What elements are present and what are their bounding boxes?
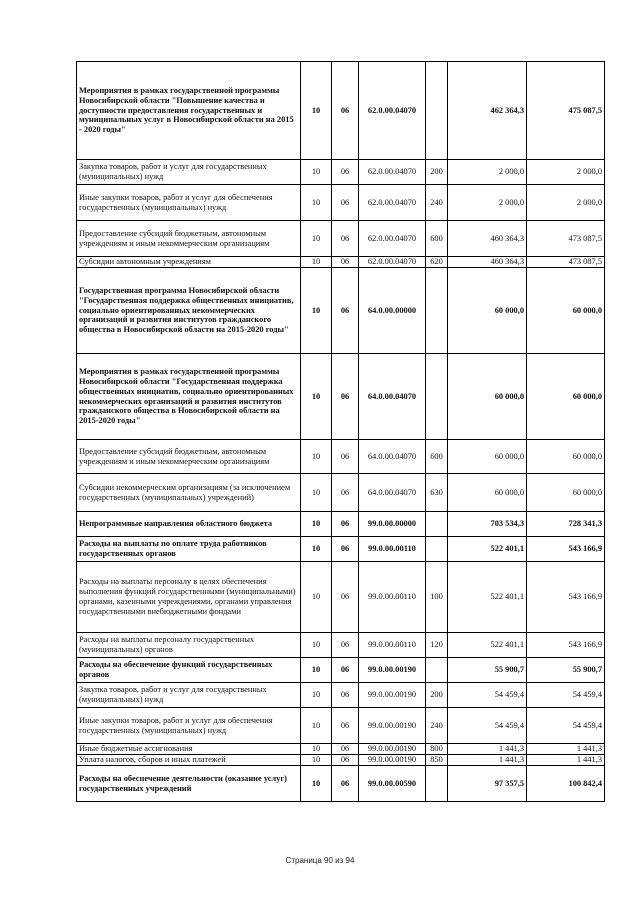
expense-name-cell: Государственная программа Новосибирской области "Государственная поддержка общественных инициатив, социально ориентированных некоммерческих организаций и развития институтов гражданского общества в Новосибирской области на 2015-2020 годы" [77,268,301,354]
expense-type-cell: 630 [426,474,448,512]
subsection-code-cell: 06 [332,633,359,658]
expense-type-cell: 620 [426,257,448,268]
table-row [77,766,605,802]
table-row [77,474,605,512]
sum-2020-cell: 475 087,5 [527,62,605,160]
expense-type-cell [426,268,448,354]
expense-type-cell: 800 [426,744,448,755]
subsection-code-cell: 06 [332,474,359,512]
target-article-cell: 99.0.00.00110 [359,562,426,633]
target-article-cell: 62.0.00.04070 [359,221,426,257]
expense-name-cell: Расходы на выплаты персоналу государственных (муниципальных) органов [77,633,301,658]
sum-2020-cell: 543 166,9 [527,562,605,633]
target-article-cell: 64.0.00.04070 [359,474,426,512]
subsection-code-cell: 06 [332,354,359,440]
subsection-code-cell: 06 [332,257,359,268]
subsection-code-cell: 06 [332,658,359,683]
subsection-code-cell: 06 [332,512,359,537]
expense-name-cell: Иные закупки товаров, работ и услуг для обеспечения государственных (муниципальных) нужд [77,185,301,221]
expense-name-cell: Предоставление субсидий бюджетным, автономным учреждениям и иным некоммерческим организациям [77,221,301,257]
sum-2019-cell: 60 000,0 [448,474,527,512]
section-code-cell: 10 [301,744,332,755]
table-row [77,755,605,766]
expense-type-cell: 240 [426,185,448,221]
expense-name-cell: Непрограммные направления областного бюджета [77,512,301,537]
section-code-cell: 10 [301,658,332,683]
expense-type-cell: 200 [426,160,448,185]
expense-name-cell: Расходы на выплаты по оплате труда работников государственных органов [77,537,301,562]
sum-2019-cell: 54 459,4 [448,683,527,708]
table-row [77,562,605,633]
subsection-code-cell: 06 [332,755,359,766]
section-code-cell: 10 [301,683,332,708]
subsection-code-cell: 06 [332,221,359,257]
section-code-cell: 10 [301,562,332,633]
sum-2020-cell: 60 000,0 [527,354,605,440]
section-code-cell: 10 [301,221,332,257]
expense-type-cell [426,512,448,537]
sum-2019-cell: 1 441,3 [448,755,527,766]
expense-name-cell: Мероприятия в рамках государственной программы Новосибирской области "Государственная поддержка общественных инициатив, социально ориентированных некоммерческих организаций и развития институтов гражданского общества в Новосибирской области на 2015-2020 годы" [77,354,301,440]
sum-2020-cell: 2 000,0 [527,160,605,185]
section-code-cell: 10 [301,268,332,354]
table-row [77,257,605,268]
sum-2020-cell: 473 087,5 [527,257,605,268]
sum-2020-cell: 1 441,3 [527,755,605,766]
expense-name-cell: Закупка товаров, работ и услуг для государственных (муниципальных) нужд [77,160,301,185]
table-row [77,440,605,474]
target-article-cell: 99.0.00.00110 [359,537,426,562]
section-code-cell: 10 [301,708,332,744]
sum-2019-cell: 97 357,5 [448,766,527,802]
sum-2019-cell: 703 534,3 [448,512,527,537]
target-article-cell: 99.0.00.00190 [359,708,426,744]
target-article-cell: 99.0.00.00110 [359,633,426,658]
section-code-cell: 10 [301,185,332,221]
section-code-cell: 10 [301,537,332,562]
section-code-cell: 10 [301,755,332,766]
target-article-cell: 99.0.00.00190 [359,755,426,766]
target-article-cell: 99.0.00.00190 [359,744,426,755]
sum-2020-cell: 60 000,0 [527,474,605,512]
subsection-code-cell: 06 [332,744,359,755]
expense-name-cell: Закупка товаров, работ и услуг для государственных (муниципальных) нужд [77,683,301,708]
sum-2019-cell: 2 000,0 [448,185,527,221]
table-row [77,62,605,160]
target-article-cell: 99.0.00.00190 [359,683,426,708]
expense-name-cell: Мероприятия в рамках государственной программы Новосибирской области "Повышение качества и доступности предоставления государственных и муниципальных услуг в Новосибирской области на 2015 - 2020 годы" [77,62,301,160]
expense-type-cell: 850 [426,755,448,766]
expense-type-cell: 200 [426,683,448,708]
expense-type-cell [426,354,448,440]
subsection-code-cell: 06 [332,160,359,185]
sum-2020-cell: 2 000,0 [527,185,605,221]
sum-2020-cell: 54 459,4 [527,708,605,744]
section-code-cell: 10 [301,62,332,160]
table-row [77,708,605,744]
section-code-cell: 10 [301,440,332,474]
sum-2019-cell: 460 364,3 [448,221,527,257]
sum-2020-cell: 60 000,0 [527,440,605,474]
expense-name-cell: Субсидии автономным учреждениям [77,257,301,268]
target-article-cell: 99.0.00.00190 [359,658,426,683]
subsection-code-cell: 06 [332,268,359,354]
table-row [77,683,605,708]
expense-type-cell: 120 [426,633,448,658]
table-row [77,354,605,440]
expense-type-cell [426,766,448,802]
sum-2019-cell: 60 000,0 [448,268,527,354]
expense-name-cell: Субсидии некоммерческим организациям (за исключением государственных (муниципальных) учреждений) [77,474,301,512]
section-code-cell: 10 [301,354,332,440]
sum-2019-cell: 2 000,0 [448,160,527,185]
sum-2019-cell: 1 441,3 [448,744,527,755]
table-row [77,160,605,185]
subsection-code-cell: 06 [332,537,359,562]
subsection-code-cell: 06 [332,766,359,802]
section-code-cell: 10 [301,474,332,512]
target-article-cell: 62.0.00.04070 [359,185,426,221]
sum-2019-cell: 60 000,0 [448,440,527,474]
expense-type-cell [426,658,448,683]
sum-2019-cell: 522 401,1 [448,633,527,658]
expense-name-cell: Уплата налогов, сборов и иных платежей [77,755,301,766]
section-code-cell: 10 [301,160,332,185]
target-article-cell: 62.0.00.04070 [359,62,426,160]
table-row [77,744,605,755]
sum-2020-cell: 728 341,3 [527,512,605,537]
table-row [77,268,605,354]
page-footer: Страница 90 из 94 [285,856,355,865]
expense-name-cell: Иные бюджетные ассигнования [77,744,301,755]
expense-name-cell: Расходы на обеспечение деятельности (оказание услуг) государственных учреждений [77,766,301,802]
sum-2020-cell: 54 459,4 [527,683,605,708]
subsection-code-cell: 06 [332,62,359,160]
budget-table [76,61,605,802]
sum-2019-cell: 522 401,1 [448,537,527,562]
sum-2020-cell: 543 166,9 [527,537,605,562]
table-row [77,537,605,562]
expense-type-cell: 600 [426,440,448,474]
target-article-cell: 62.0.00.04070 [359,257,426,268]
section-code-cell: 10 [301,633,332,658]
sum-2020-cell: 543 166,9 [527,633,605,658]
expense-type-cell [426,537,448,562]
sum-2020-cell: 55 900,7 [527,658,605,683]
expense-type-cell: 100 [426,562,448,633]
expense-name-cell: Иные закупки товаров, работ и услуг для обеспечения государственных (муниципальных) нужд [77,708,301,744]
sum-2019-cell: 462 364,3 [448,62,527,160]
sum-2020-cell: 1 441,3 [527,744,605,755]
sum-2019-cell: 460 364,3 [448,257,527,268]
section-code-cell: 10 [301,257,332,268]
table-row [77,512,605,537]
target-article-cell: 64.0.00.04070 [359,354,426,440]
table-row [77,658,605,683]
sum-2020-cell: 473 087,5 [527,221,605,257]
section-code-cell: 10 [301,766,332,802]
sum-2019-cell: 60 000,0 [448,354,527,440]
subsection-code-cell: 06 [332,683,359,708]
expense-name-cell: Предоставление субсидий бюджетным, автономным учреждениям и иным некоммерческим организациям [77,440,301,474]
section-code-cell: 10 [301,512,332,537]
expense-name-cell: Расходы на обеспечение функций государственных органов [77,658,301,683]
subsection-code-cell: 06 [332,185,359,221]
sum-2020-cell: 100 842,4 [527,766,605,802]
target-article-cell: 62.0.00.04070 [359,160,426,185]
subsection-code-cell: 06 [332,708,359,744]
table-row [77,221,605,257]
table-row [77,185,605,221]
target-article-cell: 99.0.00.00590 [359,766,426,802]
sum-2019-cell: 522 401,1 [448,562,527,633]
expense-type-cell: 240 [426,708,448,744]
expense-type-cell [426,62,448,160]
sum-2019-cell: 54 459,4 [448,708,527,744]
subsection-code-cell: 06 [332,440,359,474]
target-article-cell: 64.0.00.00000 [359,268,426,354]
target-article-cell: 99.0.00.00000 [359,512,426,537]
target-article-cell: 64.0.00.04070 [359,440,426,474]
sum-2019-cell: 55 900,7 [448,658,527,683]
table-row [77,633,605,658]
sum-2020-cell: 60 000,0 [527,268,605,354]
expense-name-cell: Расходы на выплаты персоналу в целях обеспечения выполнения функций государственными (муниципальными) органами, казенными учреждениями, органами управления государственными внебюджетными фондами [77,562,301,633]
expense-type-cell: 600 [426,221,448,257]
subsection-code-cell: 06 [332,562,359,633]
